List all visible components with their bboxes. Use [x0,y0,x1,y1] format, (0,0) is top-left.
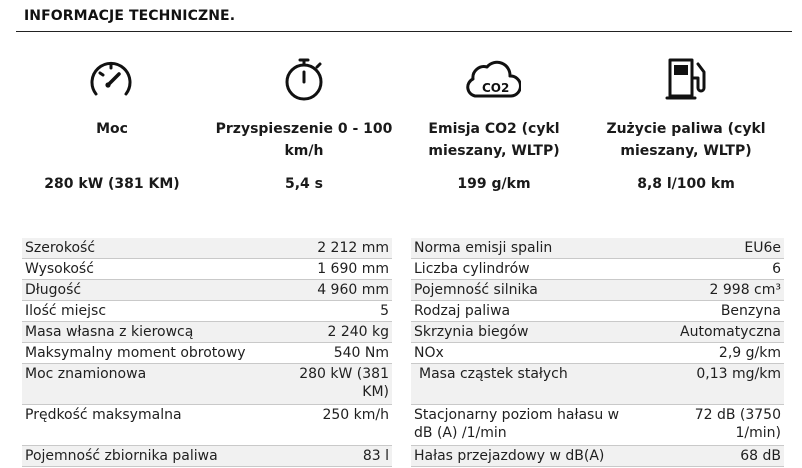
spec-value: 2 998 cm³ [709,282,781,298]
table-row [411,405,784,446]
spec-label: Pojemność silnika [414,282,538,298]
spec-value: 68 dB [740,448,781,464]
fuel-pump-icon [662,54,712,104]
stat-label-acceleration: Przyspieszenie 0 - 100 km/h [215,121,393,159]
spec-label: Szerokość [25,240,96,256]
table-row [22,238,392,259]
spec-label: Masa cząstek stałych [419,366,568,382]
table-row [411,322,784,343]
stat-label-co2: Emisja CO2 (cykl mieszany, WLTP) [428,121,560,159]
stopwatch-icon [279,54,329,104]
spec-label: Wysokość [25,261,94,277]
spec-value: 2,9 g/km [718,345,781,361]
co2-cloud-icon [463,54,521,104]
spec-value: 2 212 mm [317,240,389,256]
stat-value-power: 280 kW (381 KM) [44,176,180,192]
spec-label: Rodzaj paliwa [414,303,511,319]
spec-label: Pojemność zbiornika paliwa [25,448,218,464]
table-row [22,343,392,364]
co2-icon-text: CO2 [482,81,510,95]
spec-value: EU6e [744,240,781,256]
spec-label: Liczba cylindrów [414,261,530,277]
table-row [411,446,784,467]
section-divider [16,31,792,32]
spec-label: NOx [414,345,444,361]
table-row [411,343,784,364]
spec-label: Masa własna z kierowcą [25,324,194,340]
spec-value: Benzyna [720,303,781,319]
spec-value: 2 240 kg [327,324,389,340]
spec-value: 1 690 mm [317,261,389,277]
spec-label: Maksymalny moment obrotowy [25,345,246,361]
table-row [411,238,784,259]
spec-value: 4 960 mm [317,282,389,298]
spec-table-right [411,238,784,467]
stat-value-fuel: 8,8 l/100 km [637,176,735,192]
spec-value: 72 dB (3750 1/min) [694,407,781,441]
spec-table-left [22,238,392,467]
spec-value: 250 km/h [322,407,389,423]
spec-label: Prędkość maksymalna [25,407,182,423]
table-row [22,322,392,343]
spec-label: Stacjonarny poziom hałasu w dB (A) /1/min [414,407,620,441]
table-row [22,280,392,301]
table-row [411,280,784,301]
spec-value: 280 kW (381 KM) [299,366,389,400]
table-row [22,301,392,322]
table-row [411,301,784,322]
table-row [411,259,784,280]
stat-value-co2: 199 g/km [457,176,531,192]
spec-label: Norma emisji spalin [414,240,553,256]
spec-label: Moc znamionowa [25,366,147,382]
stat-label-fuel: Zużycie paliwa (cykl mieszany, WLTP) [606,121,766,159]
speedometer-icon [86,54,136,104]
table-row [22,259,392,280]
spec-label: Skrzynia biegów [414,324,529,340]
table-row [22,405,392,446]
stat-value-acceleration: 5,4 s [284,176,323,192]
table-row [22,446,392,467]
table-row [411,364,784,405]
table-row [22,364,392,405]
spec-value: 5 [380,303,389,319]
section-title: INFORMACJE TECHNICZNE. [24,8,236,24]
stat-label-power: Moc [96,121,128,137]
spec-value: Automatyczna [680,324,781,340]
spec-value: 83 l [362,448,389,464]
spec-label: Długość [25,282,82,298]
spec-label: Hałas przejazdowy w dB(A) [414,448,605,464]
spec-value: 6 [772,261,781,277]
spec-label: Ilość miejsc [25,303,107,319]
spec-value: 540 Nm [333,345,389,361]
spec-value: 0,13 mg/km [696,366,781,382]
